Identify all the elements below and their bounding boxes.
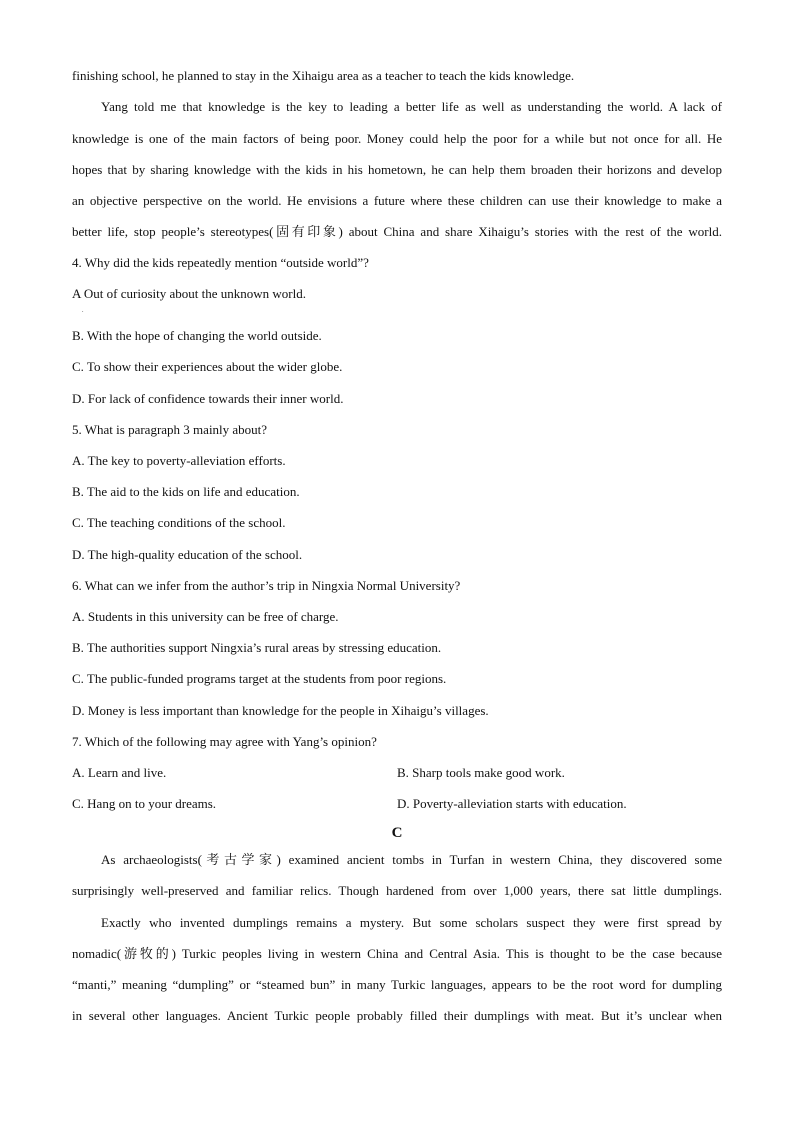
- question-5-option-b: B. The aid to the kids on life and education.: [72, 484, 300, 499]
- question-4-option-b: B. With the hope of changing the world outside.: [72, 328, 322, 343]
- passage-b-line-4: hopes that by sharing knowledge with the kids in his hometown, he can help them broaden their horizons and develop: [72, 162, 722, 177]
- question-4-option-a: A Out of curiosity about the unknown world.: [72, 286, 306, 301]
- question-7-option-c: C. Hang on to your dreams.: [72, 796, 217, 811]
- question-6-option-d: D. Money is less important than knowledge for the people in Xihaigu’s villages.: [72, 703, 489, 718]
- question-6-option-c: C. The public-funded programs target at the students from poor regions.: [72, 671, 447, 686]
- section-c-heading: C: [391, 825, 403, 841]
- question-5-stem: 5. What is paragraph 3 mainly about?: [72, 422, 268, 437]
- passage-b-line-2: Yang told me that knowledge is the key to leading a better life as well as understanding the world. A lack of: [101, 99, 722, 114]
- passage-c-line-3: Exactly who invented dumplings remains a mystery. But some scholars suspect they were first spread by: [101, 915, 722, 930]
- passage-b-line-3: knowledge is one of the main factors of being poor. Money could help the poor for a while but not once for all. He: [72, 131, 722, 146]
- question-7-option-a: A. Learn and live.: [72, 765, 167, 780]
- passage-b-line-1: finishing school, he planned to stay in the Xihaigu area as a teacher to teach the kids knowledge.: [72, 68, 575, 83]
- question-4-stem: 4. Why did the kids repeatedly mention “outside world”?: [72, 255, 369, 270]
- question-5-option-d: D. The high-quality education of the school.: [72, 547, 303, 562]
- question-7-option-d: D. Poverty-alleviation starts with education.: [397, 796, 627, 811]
- passage-c-line-4: nomadic(游牧的) Turkic peoples living in western China and Central Asia. This is thought to be the case because: [72, 946, 722, 961]
- question-7-stem: 7. Which of the following may agree with Yang’s opinion?: [72, 734, 377, 749]
- passage-b-line-6: better life, stop people’s stereotypes(固有印象) about China and share Xihaigu’s stories with the rest of the world.: [72, 224, 722, 239]
- passage-b-line-5: an objective perspective on the world. He envisions a future where these children can use their knowledge to make a: [72, 193, 722, 208]
- passage-c-line-2: surprisingly well-preserved and familiar relics. Though hardened from over 1,000 years, there sat little dumplings.: [72, 883, 722, 898]
- passage-c-line-1: As archaeologists(考古学家) examined ancient tombs in Turfan in western China, they discovered some: [101, 852, 722, 867]
- passage-c-line-6: in several other languages. Ancient Turkic people probably filled their dumplings with meat. But it’s unclear when: [72, 1008, 722, 1023]
- stray-dot: .: [82, 308, 84, 314]
- question-5-option-a: A. The key to poverty-alleviation efforts.: [72, 453, 286, 468]
- question-6-option-b: B. The authorities support Ningxia’s rural areas by stressing education.: [72, 640, 442, 655]
- question-5-option-c: C. The teaching conditions of the school.: [72, 515, 286, 530]
- question-7-option-b: B. Sharp tools make good work.: [397, 765, 565, 780]
- question-4-option-d: D. For lack of confidence towards their inner world.: [72, 391, 344, 406]
- question-4-option-c: C. To show their experiences about the wider globe.: [72, 359, 343, 374]
- question-6-stem: 6. What can we infer from the author’s trip in Ningxia Normal University?: [72, 578, 461, 593]
- passage-c-line-5: “manti,” meaning “dumpling” or “steamed bun” in many Turkic languages, appears to be the root word for dumpling: [72, 977, 722, 992]
- question-6-option-a: A. Students in this university can be free of charge.: [72, 609, 339, 624]
